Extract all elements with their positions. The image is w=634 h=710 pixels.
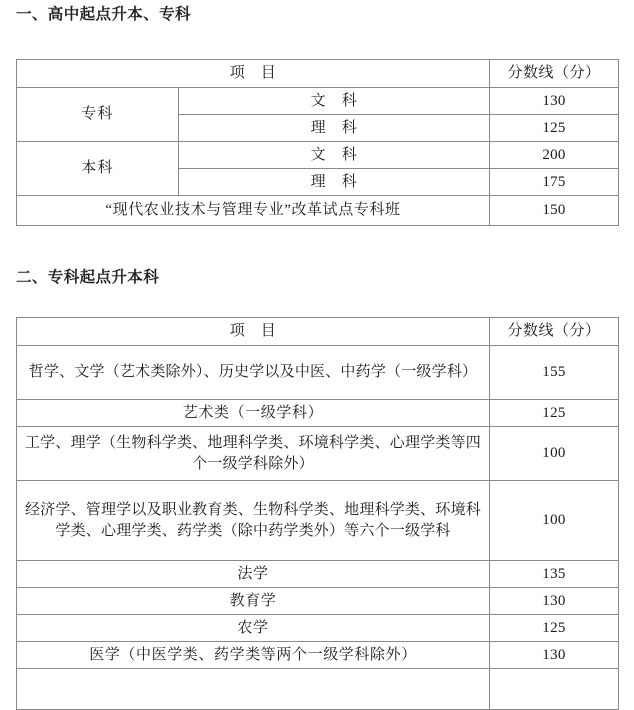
subject-cell: 理 科 [179,115,490,142]
table-row [17,346,619,400]
score-cell: 125 [490,615,619,642]
discipline-cell: 哲学、文学（艺术类除外）、历史学以及中医、中药学（一级学科） [17,346,490,400]
header-item: 项 目 [17,318,490,346]
discipline-cell: 教育学 [17,588,490,615]
discipline-cell: 法学 [17,561,490,588]
score-table-zhuansheben [16,317,619,710]
score-cell: 135 [490,561,619,588]
subject-cell: 理 科 [179,169,490,196]
table-row [17,561,619,588]
group-label-benke: 本科 [17,142,179,196]
table-row [17,196,619,226]
table-row-empty [17,669,619,710]
discipline-cell: 工学、理学（生物科学类、地理科学类、环境科学类、心理学类等四个一级学科除外） [17,427,490,481]
table-row [17,481,619,561]
score-cell: 130 [490,88,619,115]
score-cell: 125 [490,115,619,142]
table-header-row [17,318,619,346]
score-table-gaoqi [16,59,619,226]
score-cell: 130 [490,588,619,615]
group-label-zhuanke: 专科 [17,88,179,142]
subject-cell: 文 科 [179,88,490,115]
discipline-cell [17,669,490,710]
section-heading-1: 一、高中起点升本、专科 [16,6,191,23]
score-cell: 100 [490,427,619,481]
score-cell: 150 [490,196,619,226]
discipline-cell: 经济学、管理学以及职业教育类、生物科学类、地理科学类、环境科学类、心理学类、药学类（除中药学类外）等六个一级学科 [17,481,490,561]
table-row [17,142,619,169]
score-cell: 155 [490,346,619,400]
table-row [17,427,619,481]
special-program-cell: “现代农业技术与管理专业”改革试点专科班 [17,196,490,226]
table-row [17,642,619,669]
header-item: 项 目 [17,60,490,88]
section-heading-2: 二、专科起点升本科 [16,269,160,286]
score-cell [490,669,619,710]
score-cell: 130 [490,642,619,669]
table-row [17,588,619,615]
score-cell: 200 [490,142,619,169]
table-header-row [17,60,619,88]
discipline-cell: 农学 [17,615,490,642]
header-score: 分数线（分） [490,318,619,346]
table-row [17,88,619,115]
discipline-cell: 医学（中医学类、药学类等两个一级学科除外） [17,642,490,669]
score-cell: 100 [490,481,619,561]
table-row [17,615,619,642]
table-row [17,400,619,427]
subject-cell: 文 科 [179,142,490,169]
header-score: 分数线（分） [490,60,619,88]
score-cell: 175 [490,169,619,196]
discipline-cell: 艺术类（一级学科） [17,400,490,427]
score-cell: 125 [490,400,619,427]
